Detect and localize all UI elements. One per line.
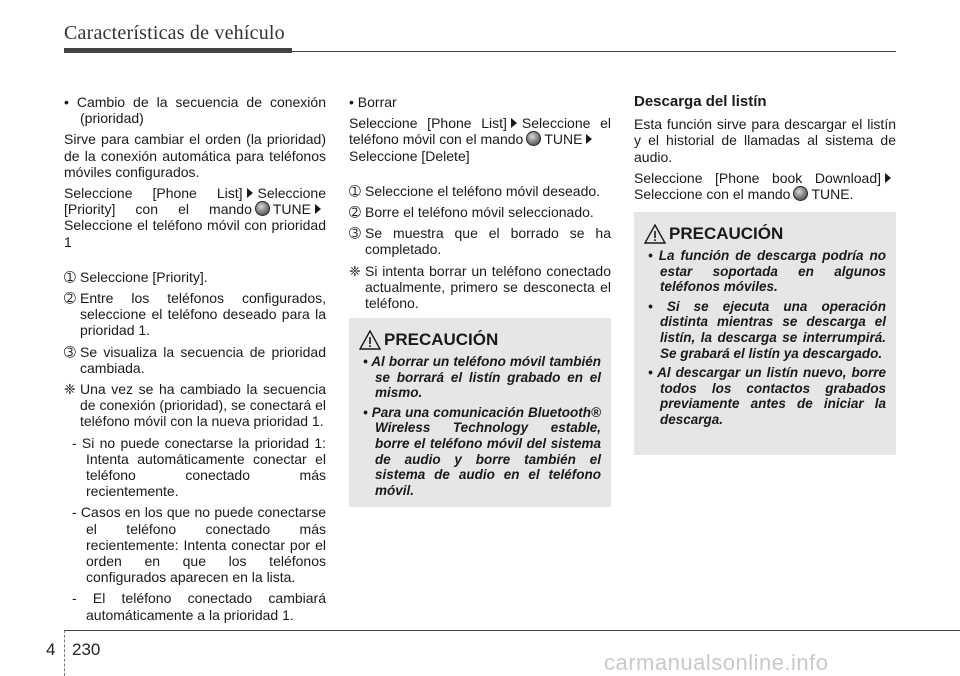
cmd-phone-list: Seleccione [Phone List] — [349, 115, 507, 132]
sub-item: - Casos en los que no puede conectarse el teléfono conectado más recientemente: Intenta conectar por el orden en que los teléfonos configurados aparecen en la lista. — [72, 504, 326, 586]
tune-knob-icon — [526, 131, 541, 146]
list-item: ➀ Seleccione [Priority]. — [64, 268, 208, 285]
arrow-right-icon — [885, 173, 891, 183]
arrow-right-icon — [315, 204, 321, 214]
sub-item: - El teléfono conectado cambiará automáticamente a la prioridad 1. — [72, 590, 326, 623]
warning-triangle-icon — [644, 224, 666, 244]
arrow-right-icon — [586, 134, 592, 144]
watermark: carmanualsonline.info — [604, 650, 829, 675]
cmd-select-with-knob: Seleccione con el mando — [634, 186, 791, 203]
cmd-delete: Seleccione [Delete] — [349, 147, 470, 164]
caution-box-download — [634, 212, 896, 455]
list-item: ➂ Se visualiza la secuencia de prioridad cambiada. — [64, 343, 326, 376]
list-item: ➁ Entre los teléfonos configurados, seleccione el teléfono deseado para la prioridad 1. — [64, 290, 326, 339]
download-command — [634, 170, 896, 202]
cmd-phonebook-download: Seleccione [Phone book Download] — [634, 169, 881, 186]
footer-rule — [64, 630, 960, 631]
note: ❈ Si intenta borrar un teléfono conectado actualmente, primero se desconecta el teléfono. — [349, 262, 611, 312]
caution-heading — [359, 330, 601, 350]
page-header-title: Características de vehículo — [64, 22, 285, 44]
header-rule — [64, 51, 896, 52]
tune-knob-icon — [255, 201, 270, 216]
caution-box-delete — [349, 318, 611, 507]
tune-label: TUNE. — [811, 186, 854, 203]
warning-triangle-icon — [359, 330, 381, 350]
caution-item: • Para una comunicación Bluetooth® Wireless Technology estable, borre el teléfono móvil del sistema de audio y borre también el sistema de audio en el teléfono móvil. — [363, 404, 601, 498]
chapter-number: 4 — [46, 640, 56, 659]
tune-knob-icon — [793, 186, 808, 201]
page-number: 230 — [72, 640, 101, 659]
caution-item: • Al borrar un teléfono móvil también se borrará el listín grabado en el mismo. — [363, 354, 601, 401]
priority-intro: Sirve para cambiar el orden (la prioridad) de la conexión automática para teléfonos móviles configurados. — [64, 131, 326, 180]
caution-item: • La función de descarga podría no estar soportada en algunos teléfonos móviles. — [648, 248, 886, 295]
sub-item: - Si no puede conectarse la prioridad 1: Intenta automáticamente conectar el teléfono conectado más recientemente. — [72, 434, 326, 500]
section-bullet-delete: • Borrar — [349, 94, 397, 110]
cmd-select-phone: Seleccione el teléfono móvil con el mando — [349, 115, 611, 148]
list-item: ➂ Se muestra que el borrado se ha completado. — [349, 225, 611, 258]
caution-heading — [644, 224, 886, 244]
caution-item: • Al descargar un listín nuevo, borre todos los contactos grabados previamente antes de iniciar la descarga. — [648, 365, 886, 427]
delete-command — [349, 115, 611, 164]
cmd-select-priority: Seleccione [Priority] con el mando — [64, 185, 326, 218]
note: ❈ Una vez se ha cambiado la secuencia de conexión (prioridad), se conectará el teléfono móvil con la nueva prioridad 1. — [64, 381, 326, 430]
column-3 — [634, 94, 896, 207]
priority-command — [64, 185, 326, 250]
arrow-right-icon — [511, 118, 517, 128]
tune-label: TUNE — [272, 201, 311, 218]
download-intro: Esta función sirve para descargar el listín y el historial de llamadas al sistema de audio. — [634, 116, 896, 165]
caution-title: PRECAUCIÓN — [669, 224, 784, 243]
list-item: ➀ Seleccione el teléfono móvil deseado. — [349, 182, 601, 199]
tune-label: TUNE — [544, 131, 583, 148]
footer-divider — [64, 630, 66, 676]
arrow-right-icon — [247, 188, 253, 198]
cmd-select-phone: Seleccione el teléfono móvil con prioridad 1 — [64, 217, 326, 250]
caution-title: PRECAUCIÓN — [384, 330, 499, 349]
caution-item: • Si se ejecuta una operación distinta mientras se descarga el listín, la descarga se interrumpirá. Se grabará el listín ya descargado. — [648, 298, 886, 361]
list-item: ➁ Borre el teléfono móvil seleccionado. — [349, 204, 594, 221]
cmd-phone-list: Seleccione [Phone List] — [64, 185, 243, 202]
section-heading-download: Descarga del listín — [634, 93, 767, 110]
section-bullet-priority: • Cambio de la secuencia de conexión (prioridad) — [64, 94, 326, 127]
column-2 — [349, 94, 611, 316]
column-1 — [64, 94, 326, 628]
